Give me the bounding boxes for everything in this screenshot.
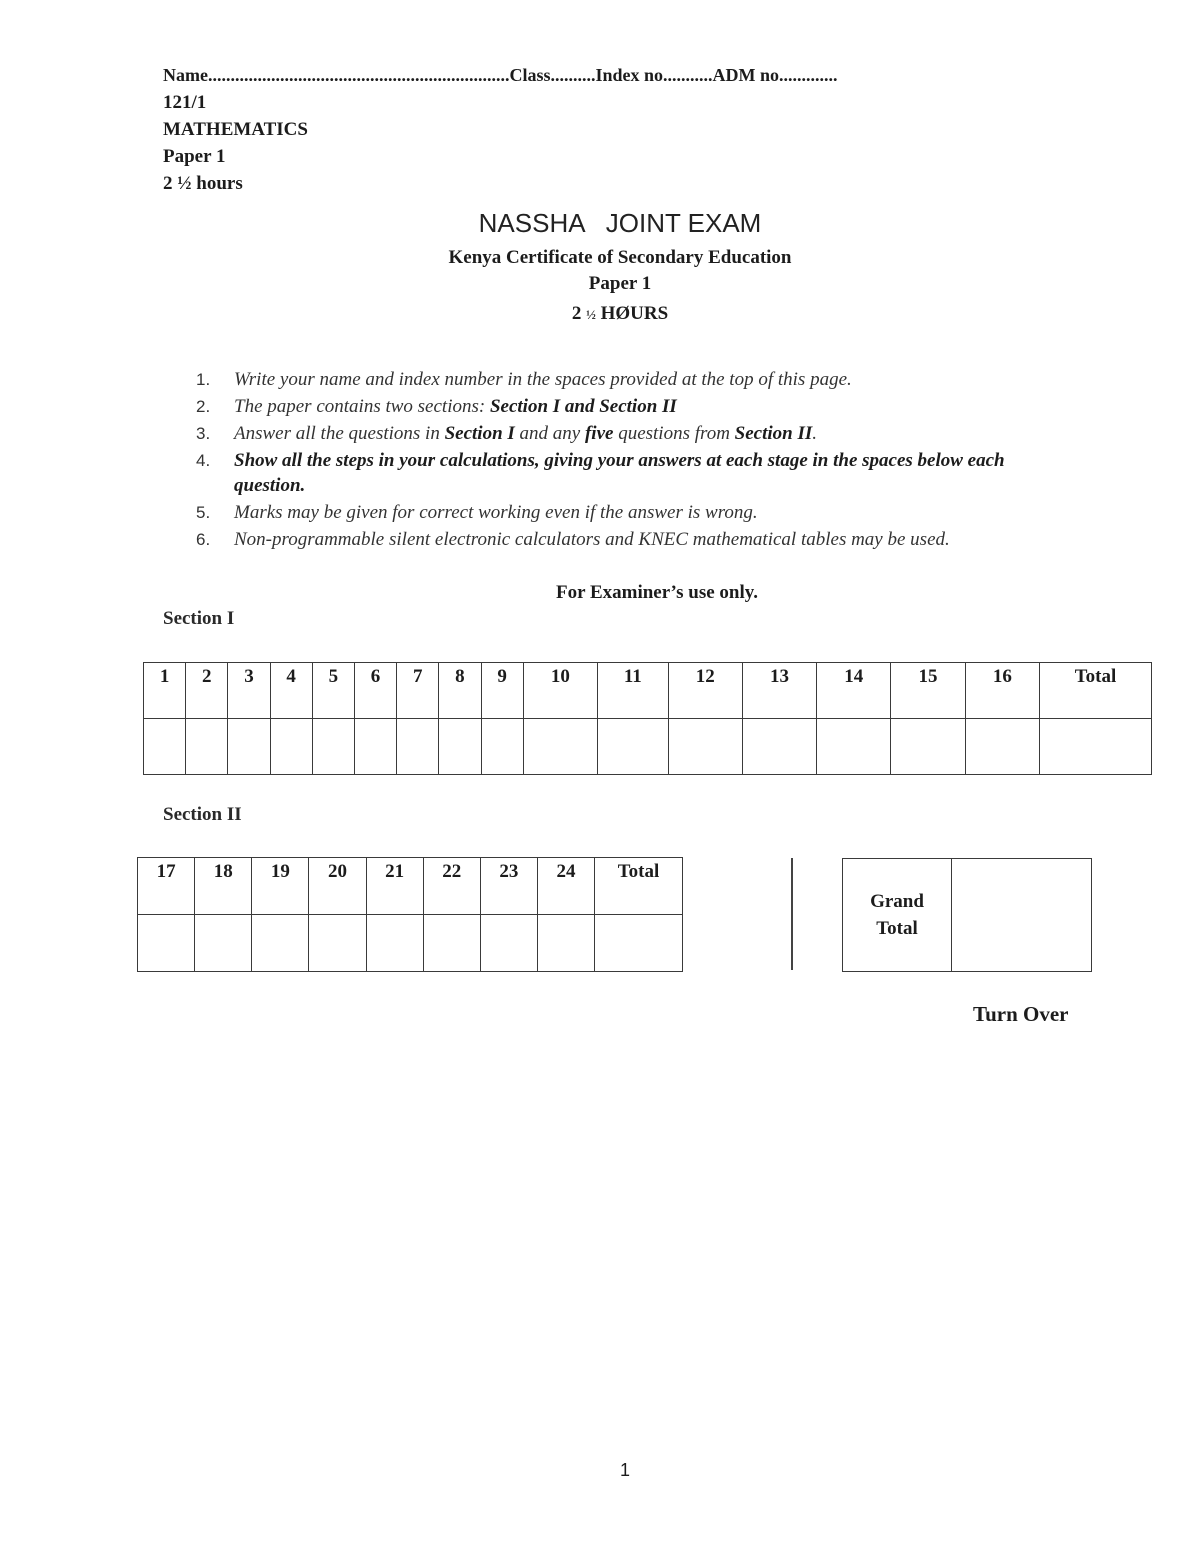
instruction-number: 2. xyxy=(196,397,211,416)
score-entry-cell[interactable] xyxy=(138,915,195,972)
instruction-text: Section I xyxy=(444,423,515,444)
question-number-cell: 11 xyxy=(597,663,668,719)
instruction-item xyxy=(196,500,1076,525)
score-entry-cell[interactable] xyxy=(965,719,1039,775)
title-duration xyxy=(0,303,1200,325)
grand-total-table xyxy=(842,858,1092,972)
instruction-item xyxy=(196,527,1076,552)
score-entry-cell[interactable] xyxy=(668,719,742,775)
score-entry-cell[interactable] xyxy=(817,719,891,775)
question-number-cell: 14 xyxy=(817,663,891,719)
instruction-text: five xyxy=(584,423,614,444)
divider-line xyxy=(791,858,793,970)
score-entry-cell[interactable] xyxy=(228,719,270,775)
question-number-cell: 10 xyxy=(523,663,597,719)
grand-total-label xyxy=(843,859,952,972)
score-entry-cell[interactable] xyxy=(252,915,309,972)
question-number-cell: 19 xyxy=(252,858,309,915)
paper-duration: 2 ½ hours xyxy=(163,173,243,194)
instruction-text: Answer all the questions in xyxy=(234,423,445,444)
page-number: 1 xyxy=(619,1460,630,1480)
instructions-list xyxy=(196,367,1076,554)
score-entry-cell[interactable] xyxy=(523,719,597,775)
instruction-number: 1. xyxy=(196,370,211,389)
score-entry-cell[interactable] xyxy=(1040,719,1152,775)
instruction-text: questions from xyxy=(613,423,735,444)
question-number-cell: 22 xyxy=(423,858,480,915)
section-2-label: Section II xyxy=(163,804,242,825)
instruction-number: 6. xyxy=(196,530,211,549)
question-number-cell: 6 xyxy=(354,663,396,719)
subject-name: MATHEMATICS xyxy=(163,119,308,140)
turn-over-note: Turn Over xyxy=(973,1002,1069,1026)
certificate-title: Kenya Certificate of Secondary Education xyxy=(448,247,792,268)
score-entry-cell[interactable] xyxy=(312,719,354,775)
question-number-cell: 1 xyxy=(144,663,186,719)
instruction-item xyxy=(196,448,1076,498)
score-entry-cell[interactable] xyxy=(891,719,965,775)
question-number-cell: 4 xyxy=(270,663,312,719)
question-number-cell: 12 xyxy=(668,663,742,719)
score-entry-cell[interactable] xyxy=(480,915,537,972)
question-number-cell: 7 xyxy=(397,663,439,719)
duration-whole: 2 xyxy=(571,303,582,324)
section-1-label: Section I xyxy=(163,608,235,629)
question-number-cell: 16 xyxy=(965,663,1039,719)
score-entry-cell[interactable] xyxy=(481,719,523,775)
question-number-cell: 23 xyxy=(480,858,537,915)
duration-fraction: ½ xyxy=(586,307,596,322)
question-number-cell: 3 xyxy=(228,663,270,719)
section-1-header-row xyxy=(144,663,1152,719)
score-entry-cell[interactable] xyxy=(439,719,481,775)
paper-number: Paper 1 xyxy=(163,146,226,167)
score-entry-cell[interactable] xyxy=(186,719,228,775)
instruction-text: Section I and Section II xyxy=(489,396,677,417)
grand-total-score-cell[interactable] xyxy=(952,859,1092,972)
instruction-text: The paper contains two sections: xyxy=(234,396,490,417)
instruction-number: 5. xyxy=(196,503,211,522)
instruction-number: 3. xyxy=(196,424,211,443)
section-2-score-table xyxy=(137,857,683,972)
score-entry-cell[interactable] xyxy=(423,915,480,972)
candidate-details-line: Name...................................................................Class..........Index no...........ADM no............. xyxy=(163,65,838,85)
score-entry-cell[interactable] xyxy=(270,719,312,775)
score-entry-cell[interactable] xyxy=(366,915,423,972)
question-number-cell: 2 xyxy=(186,663,228,719)
title-paper-number: Paper 1 xyxy=(588,273,652,294)
instruction-item xyxy=(196,421,1076,446)
grand-total-label-line2: Total xyxy=(876,917,918,939)
score-entry-cell[interactable] xyxy=(309,915,366,972)
question-number-cell: Total xyxy=(595,858,683,915)
duration-unit: HØURS xyxy=(600,303,669,324)
question-number-cell: 24 xyxy=(537,858,594,915)
question-number-cell: 15 xyxy=(891,663,965,719)
instruction-number: 4. xyxy=(196,451,211,470)
instruction-text: Section II xyxy=(734,423,813,444)
question-number-cell: 13 xyxy=(742,663,816,719)
question-number-cell: 20 xyxy=(309,858,366,915)
instruction-item xyxy=(196,394,1076,419)
section-1-score-table xyxy=(143,662,1152,775)
instruction-text: Show all the steps in your calculations, giving your answers at each stage in the spaces below each question. xyxy=(234,450,1005,496)
instruction-item xyxy=(196,367,1076,392)
instruction-text: Non-programmable silent electronic calculators and KNEC mathematical tables may be used. xyxy=(234,529,950,550)
question-number-cell: 8 xyxy=(439,663,481,719)
question-number-cell: Total xyxy=(1040,663,1152,719)
question-number-cell: 9 xyxy=(481,663,523,719)
paper-code: 121/1 xyxy=(163,92,207,113)
score-entry-cell[interactable] xyxy=(597,719,668,775)
instruction-text: . xyxy=(812,423,818,444)
section-1-score-row xyxy=(144,719,1152,775)
score-entry-cell[interactable] xyxy=(195,915,252,972)
examiner-heading: For Examiner’s use only. xyxy=(556,582,758,603)
instruction-text: Marks may be given for correct working even if the answer is wrong. xyxy=(234,502,758,523)
score-entry-cell[interactable] xyxy=(397,719,439,775)
question-number-cell: 21 xyxy=(366,858,423,915)
question-number-cell: 18 xyxy=(195,858,252,915)
score-entry-cell[interactable] xyxy=(595,915,683,972)
question-number-cell: 5 xyxy=(312,663,354,719)
grand-total-label-line1: Grand xyxy=(870,890,924,912)
score-entry-cell[interactable] xyxy=(144,719,186,775)
score-entry-cell[interactable] xyxy=(742,719,816,775)
score-entry-cell[interactable] xyxy=(354,719,396,775)
exam-title: NASSHA JOINT EXAM xyxy=(478,208,762,238)
instruction-text: and any xyxy=(514,423,585,444)
instruction-text: Write your name and index number in the spaces provided at the top of this page. xyxy=(234,369,852,390)
question-number-cell: 17 xyxy=(138,858,195,915)
score-entry-cell[interactable] xyxy=(537,915,594,972)
section-2-score-row xyxy=(138,915,683,972)
section-2-header-row xyxy=(138,858,683,915)
